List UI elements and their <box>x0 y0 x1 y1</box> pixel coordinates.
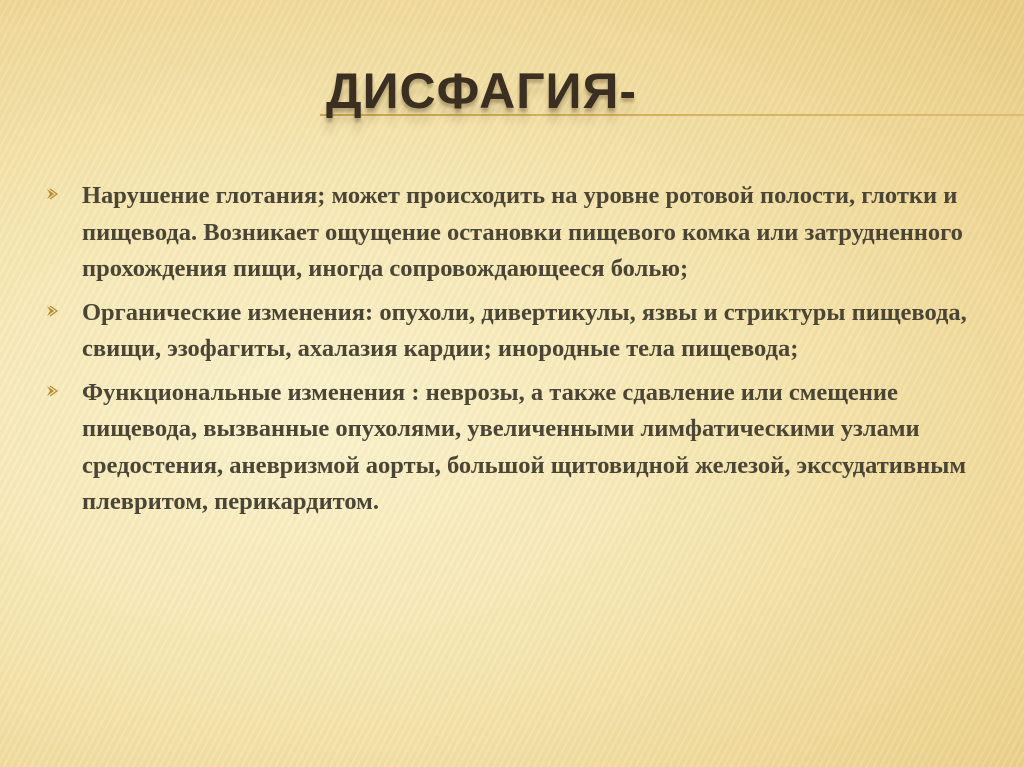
bullet-text: Органические изменения: опухоли, дивертикулы, язвы и стриктуры пищевода, свищи, эзофагиты, ахалазия кардии; инородные тела пищевода; <box>82 298 967 362</box>
slide-title: ДИСФАГИЯ- <box>326 63 638 119</box>
chevron-right-icon <box>46 385 58 397</box>
bullet-item <box>46 178 996 288</box>
chevron-right-icon <box>46 305 58 317</box>
bullet-text: Нарушение глотания; может происходить на уровне ротовой полости, глотки и пищевода. Возникает ощущение остановки пищевого комка или затрудненного прохождения пищи, иногда сопровождающееся болью; <box>82 182 963 282</box>
bullet-item <box>46 375 996 521</box>
bullet-text: Функциональные изменения : неврозы, а также сдавление или смещение пищевода, вызванные опухолями, увеличенными лимфатическими узлами средостения, аневризмой аорты, большой щитовидной железой, экссудативным плевритом, перикардитом. <box>82 378 967 515</box>
chevron-right-icon <box>46 188 58 200</box>
bullet-item <box>46 295 996 368</box>
bullet-list <box>46 178 996 528</box>
